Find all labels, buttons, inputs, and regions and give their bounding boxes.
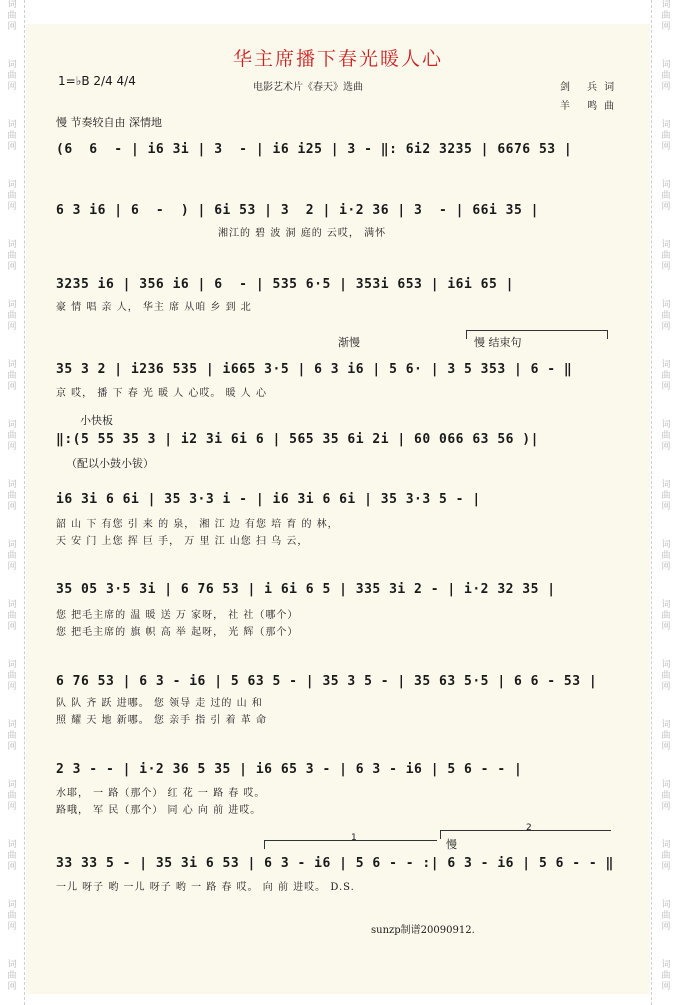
watermark-char: 曲: [7, 131, 17, 141]
watermark-char: 词: [661, 420, 671, 430]
watermark-char: 词: [7, 600, 17, 610]
score-line-lyrics: 水耶， 一 路（那个） 红 花 一 路 春 哎。: [56, 788, 266, 799]
watermark-stamp: [659, 480, 673, 513]
watermark-char: 曲: [7, 311, 17, 321]
watermark-char: 网: [7, 442, 17, 452]
score-line-lyrics: 湘江的 碧 波 洞 庭的 云哎， 满怀: [218, 228, 387, 239]
accompaniment-note: （配以小鼓小钹）: [66, 457, 154, 470]
watermark-stamp: [659, 960, 673, 993]
watermark-char: 网: [661, 142, 671, 152]
watermark-char: 词: [661, 360, 671, 370]
watermark-char: 网: [661, 682, 671, 692]
watermark-char: 网: [661, 862, 671, 872]
watermark-char: 曲: [7, 911, 17, 921]
tempo-marking-fast: 小快板: [80, 414, 113, 427]
watermark-stamp: [5, 300, 19, 333]
watermark-char: 词: [661, 660, 671, 670]
watermark-stamp: [659, 420, 673, 453]
watermark-char: 词: [661, 540, 671, 550]
watermark-stamp: [5, 540, 19, 573]
score-line-notes: 33 33 5 - | 35 3i 6 53 | 6 3 - i6 | 5 6 - - :| 6 3 - i6 | 5 6 - - ‖: [56, 856, 614, 871]
watermark-char: 词: [7, 480, 17, 490]
watermark-char: 曲: [661, 851, 671, 861]
watermark-stamp: [659, 840, 673, 873]
watermark-stamp: [659, 660, 673, 693]
watermark-char: 词: [661, 60, 671, 70]
watermark-char: 网: [661, 262, 671, 272]
watermark-char: 曲: [7, 731, 17, 741]
watermark-char: 曲: [7, 191, 17, 201]
watermark-char: 网: [7, 562, 17, 572]
watermark-char: 网: [661, 742, 671, 752]
song-title: 华主席播下春光暖人心: [232, 48, 443, 70]
watermark-char: 曲: [7, 851, 17, 861]
watermark-stamp: [659, 600, 673, 633]
watermark-char: 网: [7, 922, 17, 932]
score-line-notes: 35 3 2 | i236 535 | i665 3·5 | 6 3 i6 | 5 6· | 3 5 353 | 6 - ‖: [56, 362, 573, 377]
watermark-char: 曲: [7, 491, 17, 501]
watermark-stamp: [659, 540, 673, 573]
watermark-stamp: [659, 900, 673, 933]
score-line-lyrics-verse2: 路哦， 军 民（那个） 同 心 向 前 进哎。: [56, 805, 262, 816]
score-line-notes: 6 3 i6 | 6 - ) | 6i 53 | 3 2 | i·2 36 | 3 - | 66i 35 |: [56, 203, 539, 218]
watermark-char: 词: [7, 360, 17, 370]
tempo-marking-slowing: 渐慢: [338, 336, 360, 349]
watermark-stamp: [5, 840, 19, 873]
watermark-char: 网: [661, 382, 671, 392]
watermark-char: 词: [661, 0, 671, 10]
song-subtitle: 电影艺术片《春天》选曲: [253, 82, 363, 93]
watermark-char: 网: [661, 622, 671, 632]
watermark-char: 曲: [7, 551, 17, 561]
watermark-char: 词: [7, 540, 17, 550]
watermark-char: 网: [661, 82, 671, 92]
watermark-char: 词: [7, 900, 17, 910]
watermark-char: 曲: [661, 791, 671, 801]
watermark-char: 网: [7, 202, 17, 212]
watermark-char: 词: [661, 240, 671, 250]
watermark-char: 网: [7, 22, 17, 32]
watermark-char: 曲: [661, 371, 671, 381]
watermark-char: 曲: [7, 791, 17, 801]
watermark-char: 网: [7, 382, 17, 392]
watermark-stamp: [5, 480, 19, 513]
watermark-char: 网: [7, 142, 17, 152]
watermark-char: 曲: [7, 971, 17, 981]
score-line-notes: 2 3 - - | i·2 36 5 35 | i6 65 3 - | 6 3 - i6 | 5 6 - - |: [56, 762, 523, 777]
watermark-char: 词: [661, 180, 671, 190]
watermark-stamp: [5, 960, 19, 993]
watermark-stamp: [5, 780, 19, 813]
watermark-char: 曲: [661, 311, 671, 321]
watermark-char: 网: [7, 982, 17, 992]
watermark-char: 曲: [7, 611, 17, 621]
watermark-char: 网: [7, 862, 17, 872]
watermark-char: 曲: [661, 11, 671, 21]
transcriber-signature: sunzp制谱20090912.: [371, 925, 475, 936]
watermark-char: 网: [661, 922, 671, 932]
score-line-notes: (6 6 - | i6 3i | 3 - | i6 i25 | 3 - ‖: 6i2 3235 | 6676 53 |: [56, 142, 573, 157]
watermark-char: 词: [661, 120, 671, 130]
watermark-char: 网: [661, 802, 671, 812]
watermark-char: 网: [661, 442, 671, 452]
watermark-char: 网: [661, 22, 671, 32]
watermark-char: 词: [661, 300, 671, 310]
watermark-stamp: [5, 360, 19, 393]
watermark-char: 网: [7, 262, 17, 272]
watermark-char: 网: [7, 322, 17, 332]
score-line-lyrics: 一儿 呀子 哟 一儿 呀子 哟 一 路 春 哎。 向 前 进哎。 D.S.: [56, 882, 355, 893]
score-line-notes: i6 3i 6 6i | 35 3·3 i - | i6 3i 6 6i | 35 3·3 5 - |: [56, 492, 481, 507]
watermark-char: 曲: [661, 131, 671, 141]
watermark-char: 词: [7, 60, 17, 70]
score-line-lyrics: 京 哎， 播 下 春 光 暖 人 心哎。 暖 人 心: [56, 388, 267, 399]
watermark-char: 曲: [661, 611, 671, 621]
score-line-lyrics: 您 把毛主席的 温 暖 送 万 家呀， 社 社（哪个）: [56, 610, 299, 621]
watermark-char: 词: [661, 840, 671, 850]
tempo-marking-intro: 慢 节奏较自由 深情地: [56, 116, 162, 129]
tempo-marking-ending: 慢 结束句: [474, 336, 522, 349]
watermark-stamp: [5, 720, 19, 753]
watermark-stamp: [659, 0, 673, 33]
score-line-lyrics: 豪 情 唱 亲 人， 华主 席 从咱 乡 到 北: [56, 302, 252, 313]
watermark-stamp: [659, 360, 673, 393]
watermark-char: 网: [661, 202, 671, 212]
watermark-char: 曲: [661, 911, 671, 921]
watermark-char: 曲: [7, 431, 17, 441]
watermark-char: 词: [7, 660, 17, 670]
lyricist-credit: 剑 兵词: [560, 82, 622, 93]
watermark-stamp: [5, 900, 19, 933]
watermark-char: 网: [7, 682, 17, 692]
watermark-char: 网: [7, 742, 17, 752]
watermark-char: 词: [661, 900, 671, 910]
watermark-char: 词: [661, 600, 671, 610]
watermark-stamp: [5, 120, 19, 153]
volta-2-label: 2: [526, 823, 532, 833]
watermark-stamp: [5, 420, 19, 453]
score-line-lyrics-verse2: 您 把毛主席的 旗 帜 高 举 起呀， 光 辉（那个）: [56, 627, 299, 638]
watermark-char: 词: [7, 0, 17, 10]
watermark-char: 曲: [661, 491, 671, 501]
score-line-lyrics: 队 队 齐 跃 进哪。 您 领导 走 过的 山 和: [56, 698, 263, 709]
volta-bracket-1: [264, 833, 437, 849]
score-line-lyrics-verse2: 天 安 门 上您 挥 巨 手， 万 里 江 山您 扫 乌 云，: [56, 536, 309, 547]
watermark-char: 词: [7, 120, 17, 130]
watermark-stamp: [5, 180, 19, 213]
watermark-char: 曲: [661, 671, 671, 681]
watermark-char: 词: [7, 240, 17, 250]
watermark-char: 词: [661, 720, 671, 730]
watermark-char: 曲: [7, 251, 17, 261]
ending-bracket: [466, 330, 608, 339]
watermark-stamp: [659, 780, 673, 813]
watermark-char: 网: [7, 622, 17, 632]
watermark-char: 词: [7, 180, 17, 190]
watermark-char: 网: [7, 802, 17, 812]
watermark-char: 曲: [7, 371, 17, 381]
watermark-char: 曲: [7, 671, 17, 681]
score-line-lyrics-verse2: 照 耀 天 地 新哪。 您 亲手 指 引 着 革 命: [56, 715, 267, 726]
watermark-char: 网: [661, 562, 671, 572]
volta-bracket-2: [440, 823, 611, 839]
watermark-char: 网: [661, 322, 671, 332]
watermark-stamp: [659, 300, 673, 333]
watermark-char: 网: [7, 82, 17, 92]
watermark-char: 曲: [661, 431, 671, 441]
watermark-stamp: [659, 120, 673, 153]
watermark-char: 词: [7, 960, 17, 970]
watermark-stamp: [5, 0, 19, 33]
volta-1-label: 1: [351, 833, 357, 843]
watermark-char: 曲: [661, 191, 671, 201]
watermark-char: 曲: [661, 251, 671, 261]
composer-credit: 羊 鸣曲: [560, 101, 622, 112]
watermark-char: 曲: [661, 731, 671, 741]
watermark-char: 词: [661, 780, 671, 790]
watermark-stamp: [659, 180, 673, 213]
watermark-char: 曲: [661, 971, 671, 981]
watermark-stamp: [5, 660, 19, 693]
watermark-char: 词: [7, 720, 17, 730]
watermark-char: 词: [661, 480, 671, 490]
watermark-char: 曲: [7, 71, 17, 81]
score-line-lyrics: 韶 山 下 有您 引 来 的 泉， 湘 江 边 有您 培 育 的 林，: [56, 519, 339, 530]
watermark-char: 曲: [661, 71, 671, 81]
score-line-notes: 35 05 3·5 3i | 6 76 53 | i 6i 6 5 | 335 3i 2 - | i·2 32 35 |: [56, 582, 556, 597]
score-line-notes: ‖:(5 55 35 3 | i2 3i 6i 6 | 565 35 6i 2i | 60 066 63 56 )|: [56, 432, 539, 447]
watermark-char: 网: [7, 502, 17, 512]
watermark-char: 词: [7, 420, 17, 430]
watermark-char: 词: [7, 780, 17, 790]
score-line-notes: 3235 i6 | 356 i6 | 6 - | 535 6·5 | 353i 653 | i6i 65 |: [56, 277, 514, 292]
tempo-marking-slow: 慢: [446, 838, 457, 851]
watermark-stamp: [659, 720, 673, 753]
watermark-char: 词: [7, 840, 17, 850]
watermark-char: 词: [661, 960, 671, 970]
watermark-stamp: [5, 600, 19, 633]
watermark-stamp: [5, 240, 19, 273]
key-signature: 1=♭B 2/4 4/4: [58, 74, 136, 88]
watermark-char: 网: [661, 502, 671, 512]
watermark-char: 曲: [661, 551, 671, 561]
watermark-char: 词: [7, 300, 17, 310]
watermark-char: 网: [661, 982, 671, 992]
watermark-stamp: [659, 240, 673, 273]
watermark-char: 曲: [7, 11, 17, 21]
score-line-notes: 6 76 53 | 6 3 - i6 | 5 63 5 - | 35 3 5 - | 35 63 5·5 | 6 6 - 53 |: [56, 674, 598, 689]
